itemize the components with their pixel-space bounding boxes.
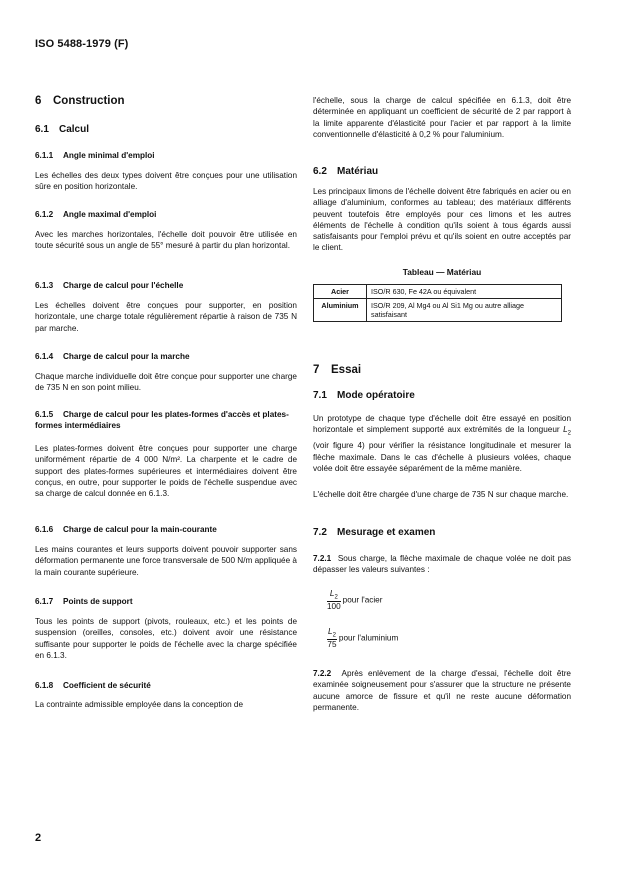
page-number: 2 bbox=[35, 832, 42, 844]
section-6-1-1-heading bbox=[35, 150, 155, 161]
section-6-1-2-heading bbox=[35, 209, 156, 220]
section-6-1-1-text: Les échelles des deux types doivent être conçues pour une utilisation sûre en position horizontale. bbox=[35, 171, 297, 192]
section-6-1-7-text: Tous les points de support (pivots, rouleaux, etc.) et les points de suspension (oreilles, consoles, etc.) doivent avoir une résistance suffisante pour supporter le poids de l'échelle avec la charge spécifiée en 6.1.3. bbox=[35, 617, 297, 660]
numerator bbox=[327, 589, 341, 602]
section-6-1-7-heading bbox=[35, 596, 133, 607]
section-number: 6.1.3 bbox=[35, 281, 54, 290]
section-6-1-6-text: Les mains courantes et leurs supports doivent pouvoir supporter sans déformation permanente une force transversale de 500 N/m appliquée à la main courante supérieure. bbox=[35, 545, 297, 577]
section-7-1-heading bbox=[313, 390, 415, 401]
formula-aluminium bbox=[327, 627, 398, 649]
section-6-1-4-heading bbox=[35, 351, 190, 362]
section-title: Angle minimal d'emploi bbox=[63, 151, 155, 160]
numerator bbox=[327, 627, 337, 640]
section-number: 6.1.8 bbox=[35, 681, 54, 690]
section-6-1-heading bbox=[35, 124, 89, 135]
section-number: 6.1.4 bbox=[35, 352, 54, 361]
section-number: 6.1.6 bbox=[35, 525, 54, 534]
variable-l: L bbox=[563, 425, 568, 435]
fraction bbox=[327, 589, 341, 611]
section-number: 6.1.2 bbox=[35, 210, 54, 219]
subscript: 2 bbox=[567, 430, 571, 437]
text-run: Sous charge, la flèche maximale de chaque volée ne doit pas dépasser les valeurs suivantes : bbox=[313, 554, 571, 575]
section-6-2-text: Les principaux limons de l'échelle doivent être fabriqués en acier ou en alliage d'aluminium, conformes au tableau; des matériaux différents peuvent toutefois être employés pour ces limons et les autres éléments de l'échelle à condition qu'ils soient à tous égards aussi satisfaisants pour l'emploi prévu et qu'ils soient en outre acceptés par le client. bbox=[313, 187, 571, 253]
section-7-2-heading bbox=[313, 527, 435, 538]
section-7-heading bbox=[313, 364, 361, 376]
table-cell-spec: ISO/R 209, Al Mg4 ou Al Si1 Mg ou autre alliage satisfaisant bbox=[367, 299, 562, 322]
table-title: Tableau — Matériau bbox=[402, 267, 482, 277]
section-6-1-2-text: Avec les marches horizontales, l'échelle doit pouvoir être utilisée en toute sécurité sous un angle de 55° mesuré à partir du plan horizontal. bbox=[35, 230, 297, 251]
section-number: 7.2 bbox=[313, 527, 327, 538]
denominator: 75 bbox=[327, 639, 337, 649]
section-6-1-3-heading bbox=[35, 280, 183, 291]
section-6-1-5-heading bbox=[35, 409, 297, 431]
section-6-1-3-text: Les échelles doivent être conçues pour supporter, en position horizontale, une charge totale régulièrement répartie à raison de 735 N par marche. bbox=[35, 301, 297, 333]
fraction bbox=[327, 627, 337, 649]
table-cell-spec: ISO/R 630, Fe 42A ou équivalent bbox=[367, 285, 562, 299]
section-number: 6.1.5 bbox=[35, 410, 54, 419]
section-title: Mode opératoire bbox=[337, 390, 415, 401]
section-number: 6.2 bbox=[313, 166, 327, 177]
table-cell-material: Aluminium bbox=[314, 299, 367, 322]
section-6-1-4-text: Chaque marche individuelle doit être conçue pour supporter une charge de 735 N en son point milieu. bbox=[35, 372, 297, 393]
material-table bbox=[313, 284, 562, 322]
section-7-2-2-text bbox=[313, 668, 571, 713]
variable-l: L bbox=[329, 589, 335, 598]
text-run: (voir figure 4) pour vérifier la résistance longitudinale et mesurer la flèche maximale. Dans le cas d'échelle à plusieurs volées, chaque volée doit être essayée séparément de la même manière. bbox=[313, 441, 571, 473]
section-number: 7.1 bbox=[313, 390, 327, 401]
section-number: 6.1.7 bbox=[35, 597, 54, 606]
section-title: Charge de calcul pour l'échelle bbox=[63, 281, 184, 290]
formula-steel bbox=[327, 589, 382, 611]
section-number: 6 bbox=[35, 95, 42, 107]
section-6-1-5-text: Les plates-formes doivent être conçues pour supporter une charge uniformément répartie de 4 000 N/m². La charpente et le cadre de support des plates-formes supérieures et intermédiaires doivent être conçus, en outre, pour supporter le poids de l'échelle suspendue avec sa charge de calcul donnée en 6.1.3. bbox=[35, 444, 297, 499]
formula-label: pour l'acier bbox=[342, 595, 383, 605]
section-title: Points de support bbox=[63, 597, 133, 606]
section-6-1-6-heading bbox=[35, 524, 217, 535]
section-title: Charge de calcul pour la marche bbox=[63, 352, 190, 361]
section-number: 7.2.2 bbox=[313, 669, 332, 678]
document-header: ISO 5488-1979 (F) bbox=[35, 38, 129, 50]
text-run: Après enlèvement de la charge d'essai, l'échelle doit être examinée soigneusement pour s'assurer que la structure ne présente aucune amorce de fissure et qu'il ne reste aucune déformation permanente. bbox=[313, 669, 571, 712]
formula-label: pour l'aluminium bbox=[338, 633, 399, 643]
section-6-heading bbox=[35, 95, 125, 107]
table-cell-material: Acier bbox=[314, 285, 367, 299]
section-7-1-text-2: L'échelle doit être chargée d'une charge de 735 N sur chaque marche. bbox=[313, 490, 569, 499]
section-title: Charge de calcul pour les plates-formes d'accès et plates-formes intermédiaires bbox=[35, 410, 289, 430]
section-number: 7 bbox=[313, 364, 320, 376]
section-title: Matériau bbox=[337, 166, 379, 177]
subscript: 2 bbox=[332, 632, 336, 639]
section-number: 6.1 bbox=[35, 124, 49, 135]
variable-l: L bbox=[328, 627, 333, 636]
section-6-2-heading bbox=[313, 166, 378, 177]
table-row bbox=[314, 285, 562, 299]
section-title: Construction bbox=[53, 95, 125, 107]
table-row bbox=[314, 299, 562, 322]
text-run: Un prototype de chaque type d'échelle doit être essayé en position horizontale et simplement supporté aux extrémités de la longueur bbox=[313, 414, 571, 435]
section-6-1-8-continued-text: l'échelle, sous la charge de calcul spécifiée en 6.1.3, doit être déterminée en appliquant un coefficient de sécurité de 2 par rapport à la limite apparente d'élasticité pour l'acier et par rapport à la limite conventionnelle d'élasticité à 0,2 % pour l'aluminium. bbox=[313, 96, 571, 139]
section-number: 7.2.1 bbox=[313, 554, 332, 563]
section-title: Calcul bbox=[59, 124, 90, 135]
section-title: Coefficient de sécurité bbox=[63, 681, 151, 690]
section-7-1-text bbox=[313, 413, 571, 474]
denominator: 100 bbox=[327, 601, 341, 611]
section-7-2-1-text bbox=[313, 553, 571, 576]
section-number: 6.1.1 bbox=[35, 151, 54, 160]
section-6-1-8-heading bbox=[35, 680, 151, 691]
subscript: 2 bbox=[334, 594, 338, 601]
section-title: Essai bbox=[331, 364, 362, 376]
section-title: Angle maximal d'emploi bbox=[63, 210, 157, 219]
section-title: Mesurage et examen bbox=[337, 527, 436, 538]
section-6-1-8-text: La contrainte admissible employée dans la conception de bbox=[35, 700, 244, 709]
section-title: Charge de calcul pour la main-courante bbox=[63, 525, 217, 534]
